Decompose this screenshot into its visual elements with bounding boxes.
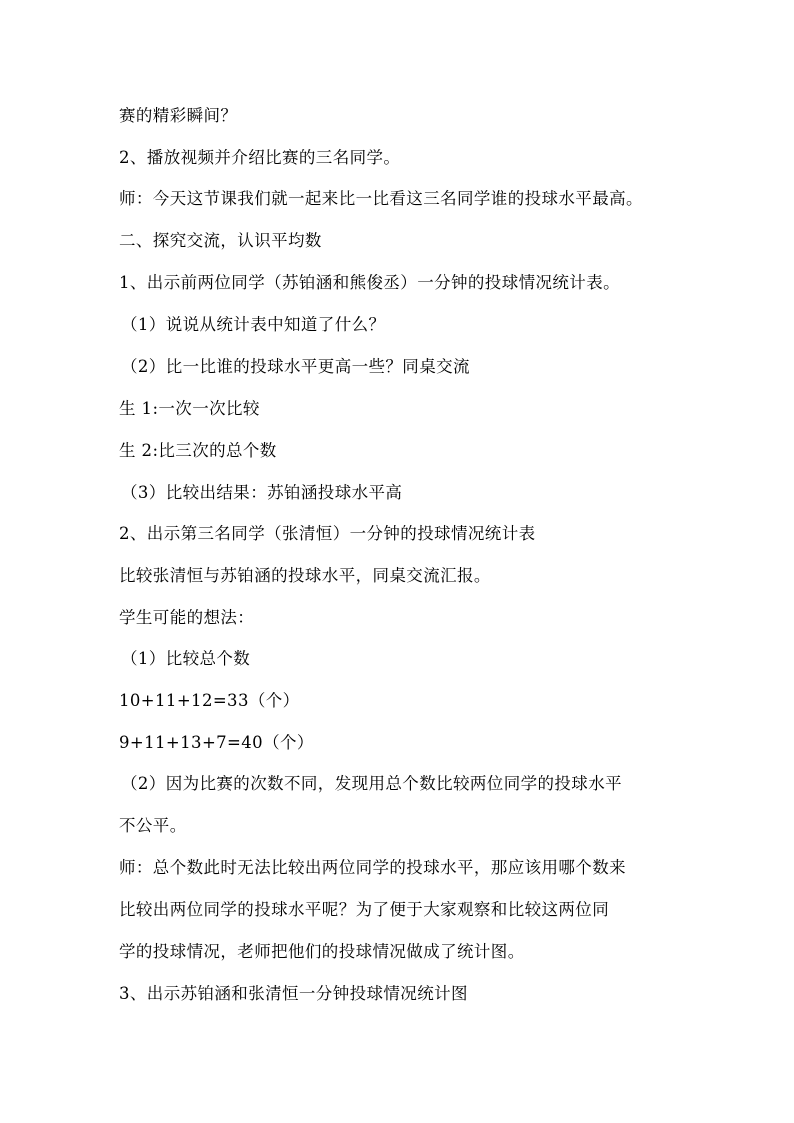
text-line-21: 学的投球情况，老师把他们的投球情况做成了统计图。 [119, 942, 525, 961]
text-line-1: 赛的精彩瞬间？ [119, 106, 238, 125]
text-line-15: 10+11+12=33（个） [119, 691, 300, 710]
text-line-12: 比较张清恒与苏铂涵的投球水平，同桌交流汇报。 [119, 566, 491, 585]
text-line-11: 2、出示第三名同学（张清恒）一分钟的投球情况统计表 [119, 524, 536, 543]
text-line-3: 师：今天这节课我们就一起来比一比看这三名同学谁的投球水平最高。 [119, 189, 643, 208]
text-line-4: 二、探究交流，认识平均数 [119, 231, 322, 250]
text-line-9: 生 2:比三次的总个数 [119, 441, 277, 460]
text-line-2: 2、播放视频并介绍比赛的三名同学。 [119, 148, 401, 167]
text-line-17: （2）因为比赛的次数不同，发现用总个数比较两位同学的投球水平 [121, 774, 622, 793]
text-line-19: 师：总个数此时无法比较出两位同学的投球水平，那应该用哪个数来 [119, 858, 626, 877]
text-line-14: （1）比较总个数 [121, 649, 251, 668]
text-line-7: （2）比一比谁的投球水平更高一些？同桌交流 [121, 357, 470, 376]
text-line-22: 3、出示苏铂涵和张清恒一分钟投球情况统计图 [119, 984, 468, 1003]
text-line-8: 生 1:一次一次比较 [119, 399, 260, 418]
text-line-10: （3）比较出结果：苏铂涵投球水平高 [121, 483, 403, 502]
text-line-20: 比较出两位同学的投球水平呢？为了便于大家观察和比较这两位同 [119, 900, 610, 919]
text-line-18: 不公平。 [119, 816, 187, 835]
text-line-16: 9+11+13+7=40（个） [119, 733, 314, 752]
text-line-6: （1）说说从统计表中知道了什么？ [121, 315, 386, 334]
text-line-13: 学生可能的想法： [119, 608, 255, 627]
text-line-5: 1、出示前两位同学（苏铂涵和熊俊丞）一分钟的投球情况统计表。 [119, 273, 620, 292]
